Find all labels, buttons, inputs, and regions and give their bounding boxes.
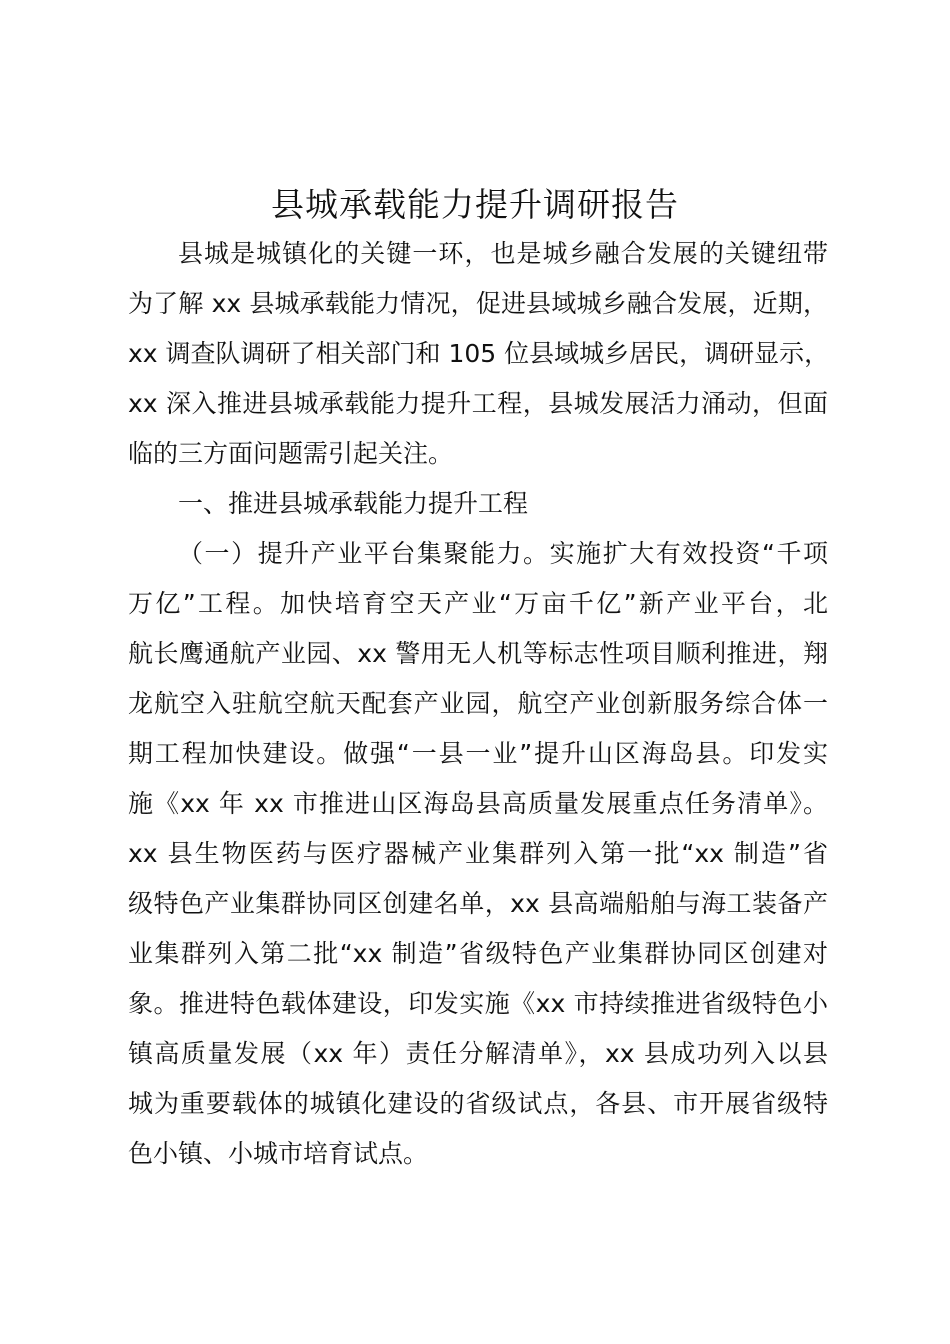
paragraph-line: 施《xx 年 xx 市推进山区海岛县高质量发展重点任务清单》。 <box>128 789 828 818</box>
section-heading: 一、推进县城承载能力提升工程 <box>178 489 529 518</box>
paragraph-line: 县城是城镇化的关键一环，也是城乡融合发展的关键纽带 <box>178 239 828 268</box>
paragraph-line: （一）提升产业平台集聚能力。实施扩大有效投资“千项 <box>178 539 828 568</box>
paragraph-line: 业集群列入第二批“xx 制造”省级特色产业集群协同区创建对 <box>128 939 828 968</box>
paragraph-line: xx 调查队调研了相关部门和 105 位县域城乡居民，调研显示， <box>128 339 830 368</box>
paragraph-line: 镇高质量发展（xx 年）责任分解清单》，xx 县成功列入以县 <box>128 1039 828 1068</box>
paragraph-line: 航长鹰通航产业园、xx 警用无人机等标志性项目顺利推进，翔 <box>128 639 828 668</box>
paragraph-line: 城为重要载体的城镇化建设的省级试点，各县、市开展省级特 <box>128 1089 828 1118</box>
paragraph-line: 色小镇、小城市培育试点。 <box>128 1139 429 1168</box>
paragraph-line: 为了解 xx 县城承载能力情况，促进县域城乡融合发展，近期， <box>128 289 828 318</box>
paragraph-line: 龙航空入驻航空航天配套产业园，航空产业创新服务综合体一 <box>128 689 828 718</box>
paragraph-line: xx 县生物医药与医疗器械产业集群列入第一批“xx 制造”省 <box>128 839 828 868</box>
paragraph-line: 级特色产业集群协同区创建名单，xx 县高端船舶与海工装备产 <box>128 889 828 918</box>
paragraph-line: 期工程加快建设。做强“一县一业”提升山区海岛县。印发实 <box>128 739 828 768</box>
paragraph-line: 临的三方面问题需引起关注。 <box>128 439 454 468</box>
paragraph-line: xx 深入推进县城承载能力提升工程，县城发展活力涌动，但面 <box>128 389 828 418</box>
paragraph-line: 象。推进特色载体建设，印发实施《xx 市持续推进省级特色小 <box>128 989 828 1018</box>
document-title: 县城承载能力提升调研报告 <box>271 185 679 224</box>
paragraph-line: 万亿”工程。加快培育空天产业“万亩千亿”新产业平台，北 <box>128 589 828 618</box>
